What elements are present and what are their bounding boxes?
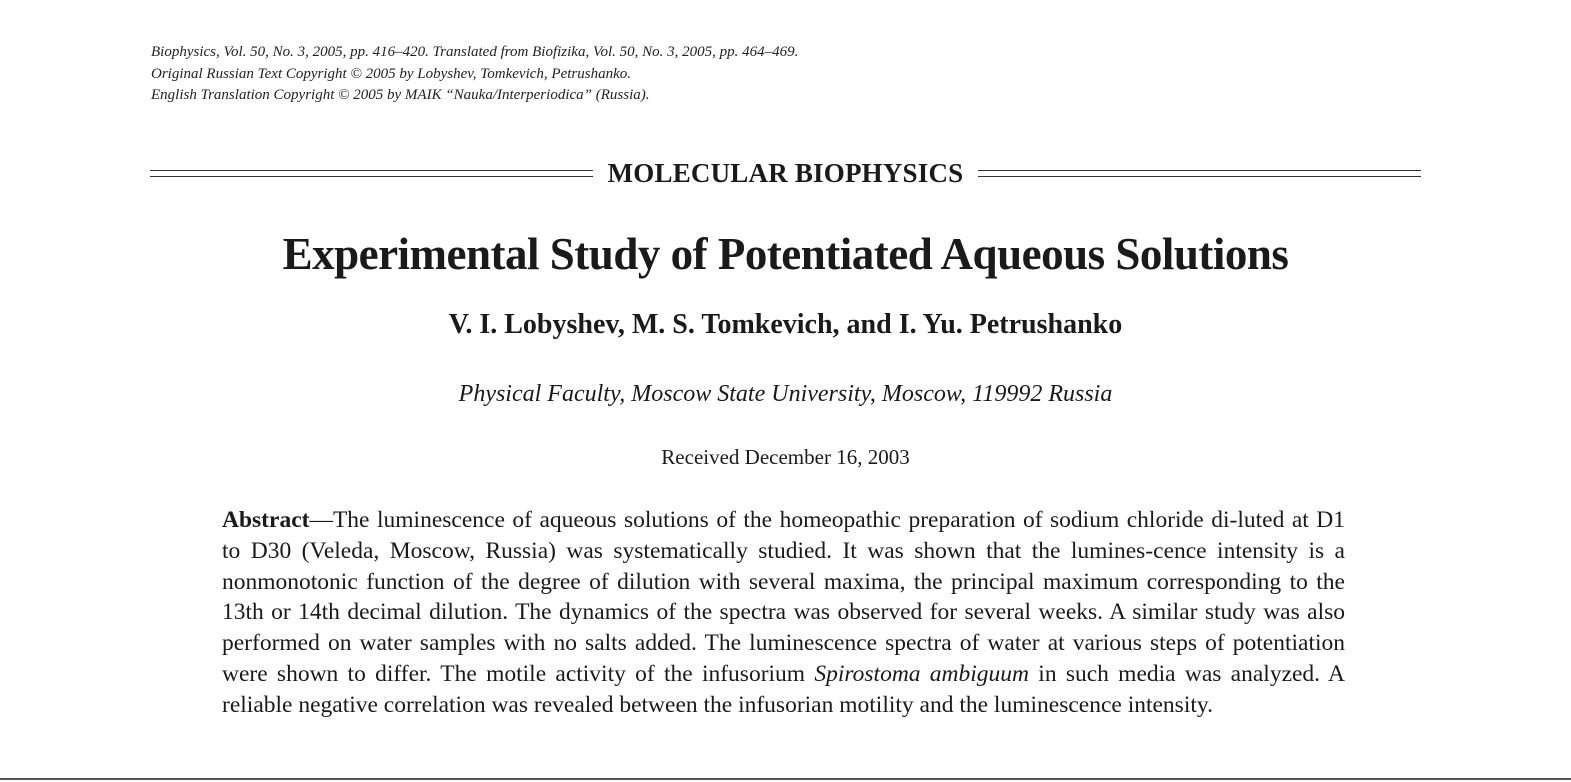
abstract-label: Abstract: [222, 507, 310, 533]
author-list: V. I. Lobyshev, M. S. Tomkevich, and I. Yu. Petrushanko: [448, 309, 1123, 340]
copyright-english-line: English Translation Copyright © 2005 by MAIK “Nauka/Interperiodica” (Russia).: [151, 87, 650, 103]
received-date: Received December 16, 2003: [661, 445, 910, 469]
left-double-rule: [150, 170, 593, 177]
section-title: MOLECULAR BIOPHYSICS: [607, 157, 964, 188]
journal-citation-header: [151, 42, 798, 107]
section-heading-bar: [150, 155, 1421, 191]
abstract: [222, 505, 1345, 721]
abstract-text-part2: in such media was analyzed. A reliable negative correlation was revealed between the infusorian motility and the luminescence intensity.: [222, 660, 1345, 718]
paper-title: Experimental Study of Potentiated Aqueous Solutions: [282, 229, 1289, 279]
abstract-species-name: Spirostoma ambiguum: [814, 660, 1030, 687]
right-double-rule: [978, 170, 1421, 177]
abstract-text-part1: —The luminescence of aqueous solutions of the homeopathic preparation of sodium chloride di-luted at D1 to D30 (Veleda, Moscow, Russia) was systematically studied. It was shown that the lumines-cence intensity is a nonmonotonic function of the degree of dilution with several maxima, the principal maximum corresponding to the 13th or 14th decimal dilution. The dynamics of the spectra was observed for several weeks. A similar study was also performed on water samples with no salts added. The luminescence spectra of water at various steps of potentiation were shown to differ. The motile activity of the infusorium: [222, 507, 1345, 687]
citation-line: Biophysics, Vol. 50, No. 3, 2005, pp. 416–420. Translated from Biofizika, Vol. 50, No. 3, 2005, pp. 464–469.: [151, 44, 799, 60]
copyright-russian-line: Original Russian Text Copyright © 2005 by Lobyshev, Tomkevich, Petrushanko.: [151, 65, 631, 82]
page-bottom-rule: [0, 778, 1571, 780]
affiliation: Physical Faculty, Moscow State University, Moscow, 119992 Russia: [458, 381, 1113, 407]
